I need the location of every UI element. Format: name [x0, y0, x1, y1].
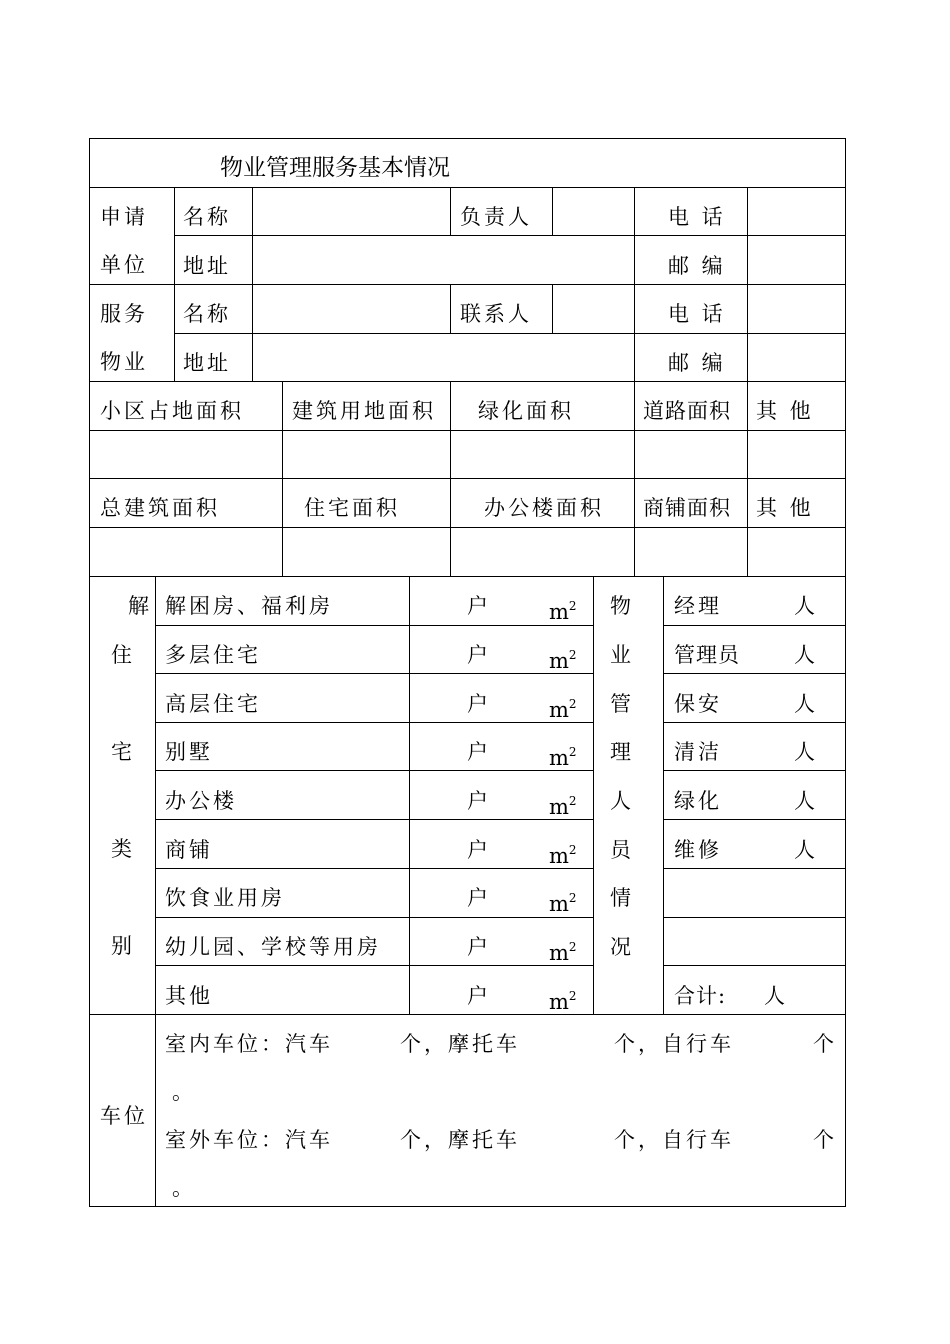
staff-role: 绿化	[674, 789, 722, 813]
unit-hu: 户	[467, 838, 488, 862]
unit-hu: 户	[467, 789, 488, 813]
outdoor-ge3: 个	[813, 1128, 837, 1152]
staff-total-unit: 人	[764, 984, 785, 1008]
indoor-ge1: 个，摩托车	[400, 1032, 520, 1056]
area-header: 道路面积	[643, 399, 731, 423]
col-divider	[450, 284, 451, 333]
indoor-ge3: 个	[813, 1032, 837, 1056]
housing-row-divider	[155, 917, 593, 918]
applicant-label-1: 申请	[100, 205, 148, 229]
housing-type: 办公楼	[165, 789, 237, 813]
applicant-name-label: 名称	[183, 205, 231, 229]
applicant-phone-label: 电 话	[668, 205, 726, 229]
col-divider	[252, 187, 253, 381]
outdoor-ge2: 个，自行车	[614, 1128, 734, 1152]
col-divider	[409, 576, 410, 1014]
unit-m2: $m^2$	[549, 599, 577, 624]
col-divider	[634, 187, 635, 381]
col-divider	[282, 381, 283, 576]
staff-label-char: 况	[610, 935, 631, 959]
row-divider	[89, 284, 846, 285]
unit-m2: $m^2$	[549, 940, 577, 965]
staff-row-divider	[663, 673, 846, 674]
row-divider	[174, 235, 846, 236]
applicant-address-label: 地址	[183, 254, 231, 278]
unit-m2: $m^2$	[549, 697, 577, 722]
staff-row-divider	[663, 770, 846, 771]
property-postcode-label: 邮 编	[668, 351, 726, 375]
unit-m2: $m^2$	[549, 891, 577, 916]
row-divider	[89, 381, 846, 382]
col-divider	[552, 187, 553, 235]
col-divider	[450, 381, 451, 576]
outdoor-end: 。	[172, 1176, 196, 1200]
housing-type: 高层住宅	[165, 692, 261, 716]
staff-role: 保安	[674, 692, 722, 716]
area-header: 其 他	[756, 399, 814, 423]
row-divider	[89, 187, 846, 188]
form-title: 物业管理服务基本情况	[220, 155, 450, 181]
housing-row-divider	[155, 770, 593, 771]
staff-label-char: 人	[610, 789, 631, 813]
housing-type: 商铺	[165, 838, 213, 862]
staff-row-divider	[663, 819, 846, 820]
housing-type: 别墅	[165, 740, 213, 764]
staff-unit: 人	[794, 594, 815, 618]
property-phone-label: 电 话	[668, 302, 726, 326]
area-header: 住宅面积	[304, 496, 400, 520]
staff-unit: 人	[794, 740, 815, 764]
unit-m2: $m^2$	[549, 745, 577, 770]
staff-label-char: 情	[610, 886, 631, 910]
indoor-end: 。	[172, 1080, 196, 1104]
col-divider	[747, 187, 748, 381]
housing-label-char: 别	[111, 934, 132, 958]
housing-row-divider	[155, 722, 593, 723]
staff-label-char: 物	[610, 594, 631, 618]
indoor-ge2: 个，自行车	[614, 1032, 734, 1056]
staff-label-char: 员	[610, 838, 631, 862]
row-divider	[89, 430, 846, 431]
col-divider	[634, 381, 635, 576]
area-header: 其 他	[756, 496, 814, 520]
unit-hu: 户	[467, 935, 488, 959]
unit-hu: 户	[467, 886, 488, 910]
col-divider	[747, 381, 748, 576]
housing-label-char: 住	[111, 643, 132, 667]
row-divider	[174, 333, 846, 334]
staff-unit: 人	[794, 692, 815, 716]
staff-row-divider	[663, 868, 846, 869]
housing-type: 饮食业用房	[165, 886, 285, 910]
housing-label-char: 类	[111, 837, 132, 861]
row-divider	[89, 576, 846, 577]
applicant-postcode-label: 邮 编	[668, 254, 726, 278]
row-divider	[89, 527, 846, 528]
property-label-1: 服务	[100, 302, 148, 326]
unit-m2: $m^2$	[549, 843, 577, 868]
staff-role: 维修	[674, 838, 722, 862]
housing-label-char: 解	[128, 594, 149, 618]
staff-label-char: 理	[610, 740, 631, 764]
unit-m2: $m^2$	[549, 989, 577, 1014]
staff-row-divider	[663, 625, 846, 626]
housing-type: 解困房、福利房	[165, 594, 333, 618]
staff-label-char: 管	[610, 692, 631, 716]
staff-label-char: 业	[610, 643, 631, 667]
col-divider	[174, 187, 175, 381]
parking-label: 车位	[100, 1104, 148, 1128]
housing-row-divider	[155, 965, 593, 966]
row-divider	[89, 1014, 846, 1015]
area-header: 建筑用地面积	[292, 399, 436, 423]
unit-hu: 户	[467, 740, 488, 764]
staff-role: 清洁	[674, 740, 722, 764]
unit-hu: 户	[467, 692, 488, 716]
staff-unit: 人	[794, 643, 815, 667]
staff-unit: 人	[794, 789, 815, 813]
housing-row-divider	[155, 819, 593, 820]
staff-role: 经理	[674, 594, 722, 618]
property-person-label: 联系人	[460, 302, 532, 326]
property-name-label: 名称	[183, 302, 231, 326]
housing-row-divider	[155, 673, 593, 674]
col-divider	[552, 284, 553, 333]
area-header: 小区占地面积	[100, 399, 244, 423]
staff-row-divider	[663, 917, 846, 918]
housing-type: 其他	[165, 984, 213, 1008]
housing-type: 幼儿园、学校等用房	[165, 935, 381, 959]
indoor-prefix: 室内车位：汽车	[165, 1032, 333, 1056]
unit-hu: 户	[467, 594, 488, 618]
unit-hu: 户	[467, 643, 488, 667]
col-divider	[593, 576, 594, 1014]
outdoor-prefix: 室外车位：汽车	[165, 1128, 333, 1152]
property-label-2: 物业	[100, 350, 148, 374]
applicant-label-2: 单位	[100, 253, 148, 277]
staff-total-label: 合计:	[674, 984, 727, 1008]
staff-row-divider	[663, 965, 846, 966]
unit-m2: $m^2$	[549, 648, 577, 673]
area-header: 商铺面积	[643, 496, 731, 520]
unit-m2: $m^2$	[549, 794, 577, 819]
applicant-person-label: 负责人	[460, 205, 532, 229]
housing-row-divider	[155, 625, 593, 626]
row-divider	[89, 478, 846, 479]
property-address-label: 地址	[183, 351, 231, 375]
area-header: 办公楼面积	[484, 496, 604, 520]
staff-unit: 人	[794, 838, 815, 862]
col-divider	[450, 187, 451, 235]
outdoor-ge1: 个，摩托车	[400, 1128, 520, 1152]
area-header: 绿化面积	[478, 399, 574, 423]
unit-hu: 户	[467, 984, 488, 1008]
housing-type: 多层住宅	[165, 643, 261, 667]
housing-label-char: 宅	[111, 740, 132, 764]
col-divider	[155, 576, 156, 1207]
area-header: 总建筑面积	[100, 496, 220, 520]
staff-row-divider	[663, 722, 846, 723]
col-divider	[663, 576, 664, 1014]
staff-role: 管理员	[674, 643, 740, 667]
housing-row-divider	[155, 868, 593, 869]
